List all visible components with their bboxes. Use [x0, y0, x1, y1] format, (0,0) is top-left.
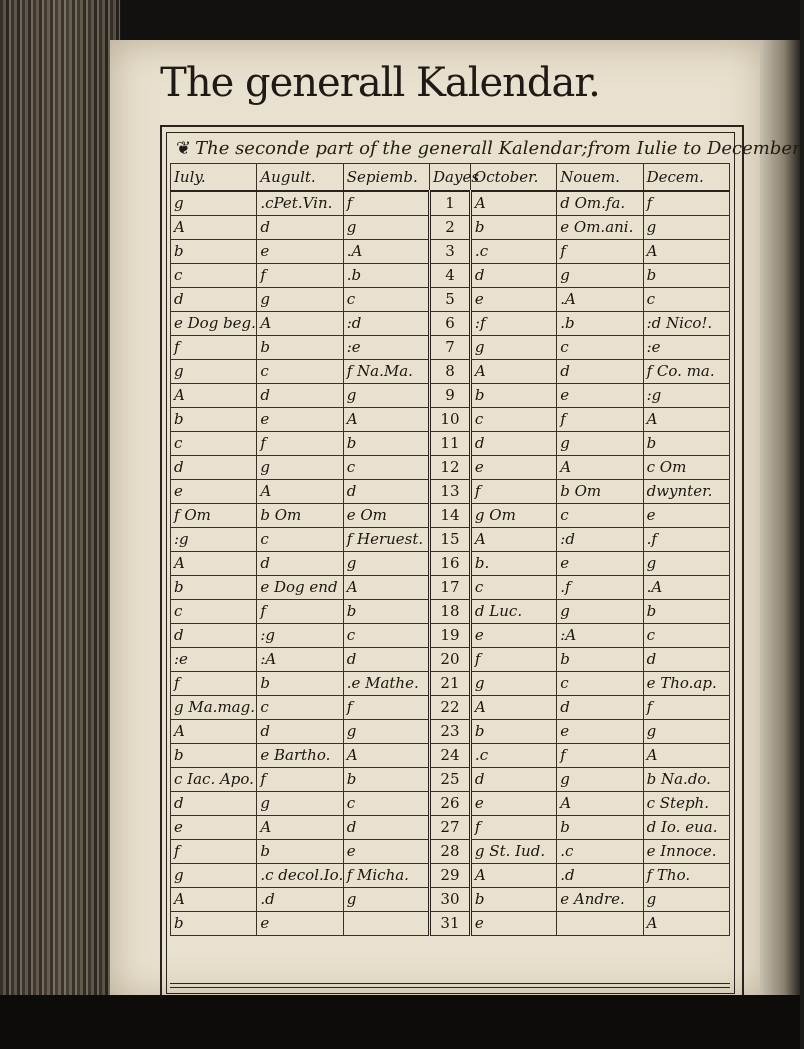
calendar-table — [170, 163, 730, 936]
calendar-cell: A — [643, 912, 729, 936]
column-header-3: Dayes — [430, 164, 471, 192]
table-row — [171, 528, 730, 552]
calendar-cell: A — [171, 552, 257, 576]
calendar-cell: c Iac. Apo. — [171, 768, 257, 792]
day-number-cell: 25 — [430, 768, 471, 792]
calendar-cell: b — [343, 600, 429, 624]
calendar-cell: .e Mathe. — [343, 672, 429, 696]
calendar-cell: e — [557, 384, 643, 408]
calendar-cell: d — [343, 648, 429, 672]
calendar-cell — [557, 912, 643, 936]
running-head: The generall Kalendar. — [160, 60, 600, 106]
calendar-cell: c — [171, 432, 257, 456]
calendar-cell: e — [557, 720, 643, 744]
calendar-cell: .f — [557, 576, 643, 600]
column-header-6: Decem. — [643, 164, 729, 192]
table-row — [171, 384, 730, 408]
calendar-cell: e — [171, 480, 257, 504]
table-row — [171, 288, 730, 312]
calendar-cell: f — [470, 648, 556, 672]
calendar-cell: g — [557, 768, 643, 792]
calendar-cell: c — [257, 696, 343, 720]
calendar-cell: g — [343, 888, 429, 912]
day-number-cell: 13 — [430, 480, 471, 504]
calendar-cell: b — [343, 768, 429, 792]
calendar-cell: f — [643, 696, 729, 720]
table-row — [171, 816, 730, 840]
calendar-cell: c — [343, 624, 429, 648]
table-row — [171, 432, 730, 456]
calendar-cell: c — [557, 672, 643, 696]
calendar-cell: b — [171, 408, 257, 432]
calendar-caption — [176, 138, 804, 164]
calendar-cell: b Om — [257, 504, 343, 528]
day-number-cell: 7 — [430, 336, 471, 360]
calendar-cell: .b — [557, 312, 643, 336]
day-number-cell: 18 — [430, 600, 471, 624]
calendar-cell: f — [557, 240, 643, 264]
calendar-cell: .b — [343, 264, 429, 288]
table-row — [171, 336, 730, 360]
calendar-cell: A — [470, 360, 556, 384]
calendar-cell: f Heruest. — [343, 528, 429, 552]
calendar-cell: d — [343, 480, 429, 504]
table-row — [171, 864, 730, 888]
calendar-cell: e — [171, 816, 257, 840]
day-number-cell: 12 — [430, 456, 471, 480]
calendar-cell: c — [343, 456, 429, 480]
day-number-cell: 27 — [430, 816, 471, 840]
table-row — [171, 672, 730, 696]
table-row — [171, 624, 730, 648]
column-header-5: Nouem. — [557, 164, 643, 192]
calendar-cell: g — [343, 552, 429, 576]
day-number-cell: 8 — [430, 360, 471, 384]
calendar-cell: e Andre. — [557, 888, 643, 912]
calendar-cell: d Om.fa. — [557, 191, 643, 216]
calendar-cell: d — [171, 792, 257, 816]
calendar-cell: d — [171, 624, 257, 648]
calendar-cell: b — [643, 600, 729, 624]
calendar-cell: e Om.ani. — [557, 216, 643, 240]
calendar-cell: A — [643, 240, 729, 264]
table-row — [171, 360, 730, 384]
calendar-cell: A — [171, 720, 257, 744]
fleuron-icon: ❦ — [176, 138, 192, 159]
calendar-cell: e — [257, 408, 343, 432]
scan-foot-shadow — [0, 995, 800, 1049]
calendar-cell: e — [470, 792, 556, 816]
calendar-cell: b — [470, 216, 556, 240]
calendar-cell: c Steph. — [643, 792, 729, 816]
calendar-cell: e Dog beg. — [171, 312, 257, 336]
table-row — [171, 504, 730, 528]
calendar-cell: g — [643, 216, 729, 240]
day-number-cell: 26 — [430, 792, 471, 816]
calendar-cell: A — [343, 744, 429, 768]
table-row — [171, 696, 730, 720]
table-row — [171, 240, 730, 264]
calendar-cell: e — [470, 912, 556, 936]
calendar-cell: :g — [643, 384, 729, 408]
column-header-4: October. — [470, 164, 556, 192]
day-number-cell: 11 — [430, 432, 471, 456]
day-number-cell: 28 — [430, 840, 471, 864]
calendar-cell: e Innoce. — [643, 840, 729, 864]
table-row — [171, 191, 730, 216]
calendar-cell: .A — [343, 240, 429, 264]
calendar-cell: b — [470, 720, 556, 744]
table-row — [171, 312, 730, 336]
calendar-cell: b Om — [557, 480, 643, 504]
calendar-cell: d — [343, 816, 429, 840]
calendar-cell: :d Nico!. — [643, 312, 729, 336]
table-row — [171, 576, 730, 600]
day-number-cell: 31 — [430, 912, 471, 936]
calendar-cell: f — [257, 768, 343, 792]
calendar-cell: e — [470, 456, 556, 480]
calendar-cell: .d — [257, 888, 343, 912]
calendar-cell: :g — [257, 624, 343, 648]
calendar-cell: f Na.Ma. — [343, 360, 429, 384]
calendar-cell: :A — [257, 648, 343, 672]
calendar-cell: d — [257, 552, 343, 576]
calendar-cell: f — [470, 480, 556, 504]
calendar-cell: c — [643, 288, 729, 312]
day-number-cell: 9 — [430, 384, 471, 408]
calendar-cell: c — [643, 624, 729, 648]
calendar-cell: g — [557, 264, 643, 288]
calendar-cell: A — [643, 744, 729, 768]
calendar-cell: b — [470, 384, 556, 408]
calendar-cell: :e — [171, 648, 257, 672]
calendar-cell: f — [257, 600, 343, 624]
calendar-cell: A — [643, 408, 729, 432]
calendar-cell: g — [557, 600, 643, 624]
calendar-cell: :e — [343, 336, 429, 360]
calendar-cell: :d — [343, 312, 429, 336]
table-row — [171, 456, 730, 480]
calendar-cell: g — [470, 672, 556, 696]
calendar-cell: A — [470, 191, 556, 216]
calendar-cell: f — [470, 816, 556, 840]
calendar-cell: g — [343, 216, 429, 240]
calendar-cell: g Om — [470, 504, 556, 528]
table-row — [171, 408, 730, 432]
calendar-cell: g — [257, 456, 343, 480]
table-row — [171, 744, 730, 768]
day-number-cell: 3 — [430, 240, 471, 264]
calendar-cell: c — [557, 504, 643, 528]
calendar-cell — [343, 912, 429, 936]
calendar-cell: f — [557, 408, 643, 432]
day-number-cell: 6 — [430, 312, 471, 336]
calendar-cell: d — [470, 432, 556, 456]
calendar-cell: c — [470, 408, 556, 432]
calendar-cell: g — [257, 288, 343, 312]
table-row — [171, 648, 730, 672]
calendar-cell: b — [643, 264, 729, 288]
day-number-cell: 20 — [430, 648, 471, 672]
calendar-cell: f — [171, 840, 257, 864]
calendar-cell: d — [171, 288, 257, 312]
calendar-cell: A — [557, 792, 643, 816]
calendar-cell: b — [171, 240, 257, 264]
table-row — [171, 792, 730, 816]
calendar-cell: g — [171, 191, 257, 216]
column-header-row — [171, 164, 730, 192]
day-number-cell: 5 — [430, 288, 471, 312]
table-row — [171, 216, 730, 240]
calendar-cell: g — [557, 432, 643, 456]
calendar-cell: b — [557, 648, 643, 672]
calendar-cell: f — [343, 696, 429, 720]
calendar-cell: b — [171, 576, 257, 600]
calendar-cell: d — [171, 456, 257, 480]
calendar-cell: g — [343, 384, 429, 408]
calendar-cell: f — [257, 264, 343, 288]
day-number-cell: 21 — [430, 672, 471, 696]
calendar-cell: .c — [470, 240, 556, 264]
calendar-cell: f — [643, 191, 729, 216]
calendar-cell: f — [171, 336, 257, 360]
calendar-cell: d — [643, 648, 729, 672]
calendar-cell: f — [171, 672, 257, 696]
calendar-cell: b — [257, 672, 343, 696]
calendar-cell: dwynter. — [643, 480, 729, 504]
calendar-cell: d — [470, 264, 556, 288]
calendar-cell: b — [171, 912, 257, 936]
calendar-cell: e Bartho. — [257, 744, 343, 768]
calendar-cell: e — [557, 552, 643, 576]
calendar-cell: g St. Iud. — [470, 840, 556, 864]
calendar-cell: g Ma.mag. — [171, 696, 257, 720]
calendar-cell: f Co. ma. — [643, 360, 729, 384]
day-number-cell: 14 — [430, 504, 471, 528]
book-page-edges — [0, 0, 120, 1000]
calendar-cell: b — [557, 816, 643, 840]
calendar-cell: c — [343, 288, 429, 312]
calendar-cell: g — [643, 888, 729, 912]
calendar-cell: e Dog end — [257, 576, 343, 600]
caption-text: The seconde part of the generall Kalendar;from Iulie to December. — [195, 138, 804, 159]
table-row — [171, 888, 730, 912]
day-number-cell: 4 — [430, 264, 471, 288]
calendar-cell: .A — [557, 288, 643, 312]
calendar-cell: e — [343, 840, 429, 864]
day-number-cell: 10 — [430, 408, 471, 432]
calendar-cell: :f — [470, 312, 556, 336]
calendar-cell: A — [257, 480, 343, 504]
day-number-cell: 22 — [430, 696, 471, 720]
calendar-cell: c — [557, 336, 643, 360]
day-number-cell: 16 — [430, 552, 471, 576]
calendar-cell: f Tho. — [643, 864, 729, 888]
calendar-cell: g — [643, 552, 729, 576]
day-number-cell: 15 — [430, 528, 471, 552]
calendar-cell: c Om — [643, 456, 729, 480]
calendar-cell: b. — [470, 552, 556, 576]
calendar-body — [171, 191, 730, 936]
calendar-cell: b — [257, 336, 343, 360]
bottom-rule — [170, 983, 730, 988]
day-number-cell: 29 — [430, 864, 471, 888]
calendar-cell: e Om — [343, 504, 429, 528]
day-number-cell: 24 — [430, 744, 471, 768]
calendar-cell: c — [343, 792, 429, 816]
calendar-cell: .c decol.Io. — [257, 864, 343, 888]
column-header-2: Sepiemb. — [343, 164, 429, 192]
calendar-cell: :g — [171, 528, 257, 552]
calendar-cell: A — [343, 576, 429, 600]
day-number-cell: 17 — [430, 576, 471, 600]
calendar-cell: b — [257, 840, 343, 864]
calendar-cell: d — [257, 384, 343, 408]
calendar-cell: A — [257, 312, 343, 336]
calendar-cell: c — [171, 600, 257, 624]
calendar-cell: g — [343, 720, 429, 744]
calendar-cell: .A — [643, 576, 729, 600]
table-row — [171, 720, 730, 744]
calendar-cell: A — [470, 528, 556, 552]
table-row — [171, 480, 730, 504]
page-right-edge — [760, 40, 800, 1000]
calendar-cell: .f — [643, 528, 729, 552]
calendar-cell: g — [171, 864, 257, 888]
calendar-cell: g — [643, 720, 729, 744]
calendar-cell: f — [257, 432, 343, 456]
calendar-cell: c — [470, 576, 556, 600]
day-number-cell: 30 — [430, 888, 471, 912]
table-row — [171, 600, 730, 624]
table-row — [171, 552, 730, 576]
calendar-cell: .c — [557, 840, 643, 864]
calendar-cell: e Tho.ap. — [643, 672, 729, 696]
calendar-cell: d — [257, 216, 343, 240]
calendar-cell: A — [470, 864, 556, 888]
calendar-cell: c — [257, 528, 343, 552]
calendar-cell: d Io. eua. — [643, 816, 729, 840]
calendar-cell: A — [171, 216, 257, 240]
calendar-cell: c — [257, 360, 343, 384]
table-row — [171, 912, 730, 936]
calendar-cell: g — [171, 360, 257, 384]
calendar-cell: A — [257, 816, 343, 840]
calendar-cell: .d — [557, 864, 643, 888]
calendar-cell: :A — [557, 624, 643, 648]
calendar-cell: f — [343, 191, 429, 216]
calendar-cell: .c — [470, 744, 556, 768]
column-header-0: Iuly. — [171, 164, 257, 192]
calendar-cell: e — [470, 288, 556, 312]
calendar-cell: A — [171, 384, 257, 408]
day-number-cell: 19 — [430, 624, 471, 648]
calendar-cell: A — [343, 408, 429, 432]
calendar-cell: b Na.do. — [643, 768, 729, 792]
calendar-cell: d — [257, 720, 343, 744]
calendar-cell: e — [643, 504, 729, 528]
calendar-cell: f — [557, 744, 643, 768]
calendar-cell: f Micha. — [343, 864, 429, 888]
calendar-cell: g — [257, 792, 343, 816]
calendar-cell: b — [470, 888, 556, 912]
day-number-cell: 23 — [430, 720, 471, 744]
column-header-1: Augult. — [257, 164, 343, 192]
calendar-cell: g — [470, 336, 556, 360]
calendar-cell: .cPet.Vin. — [257, 191, 343, 216]
calendar-cell: d Luc. — [470, 600, 556, 624]
calendar-cell: :d — [557, 528, 643, 552]
calendar-cell: A — [470, 696, 556, 720]
calendar-cell: b — [343, 432, 429, 456]
day-number-cell: 1 — [430, 191, 471, 216]
table-row — [171, 840, 730, 864]
calendar-cell: e — [470, 624, 556, 648]
calendar-cell: f Om — [171, 504, 257, 528]
table-row — [171, 768, 730, 792]
calendar-cell: e — [257, 240, 343, 264]
calendar-cell: :e — [643, 336, 729, 360]
calendar-cell: A — [557, 456, 643, 480]
calendar-cell: e — [257, 912, 343, 936]
table-row — [171, 264, 730, 288]
calendar-cell: d — [557, 360, 643, 384]
day-number-cell: 2 — [430, 216, 471, 240]
calendar-cell: b — [171, 744, 257, 768]
calendar-cell: d — [470, 768, 556, 792]
calendar-cell: b — [643, 432, 729, 456]
calendar-cell: A — [171, 888, 257, 912]
calendar-cell: c — [171, 264, 257, 288]
calendar-cell: d — [557, 696, 643, 720]
